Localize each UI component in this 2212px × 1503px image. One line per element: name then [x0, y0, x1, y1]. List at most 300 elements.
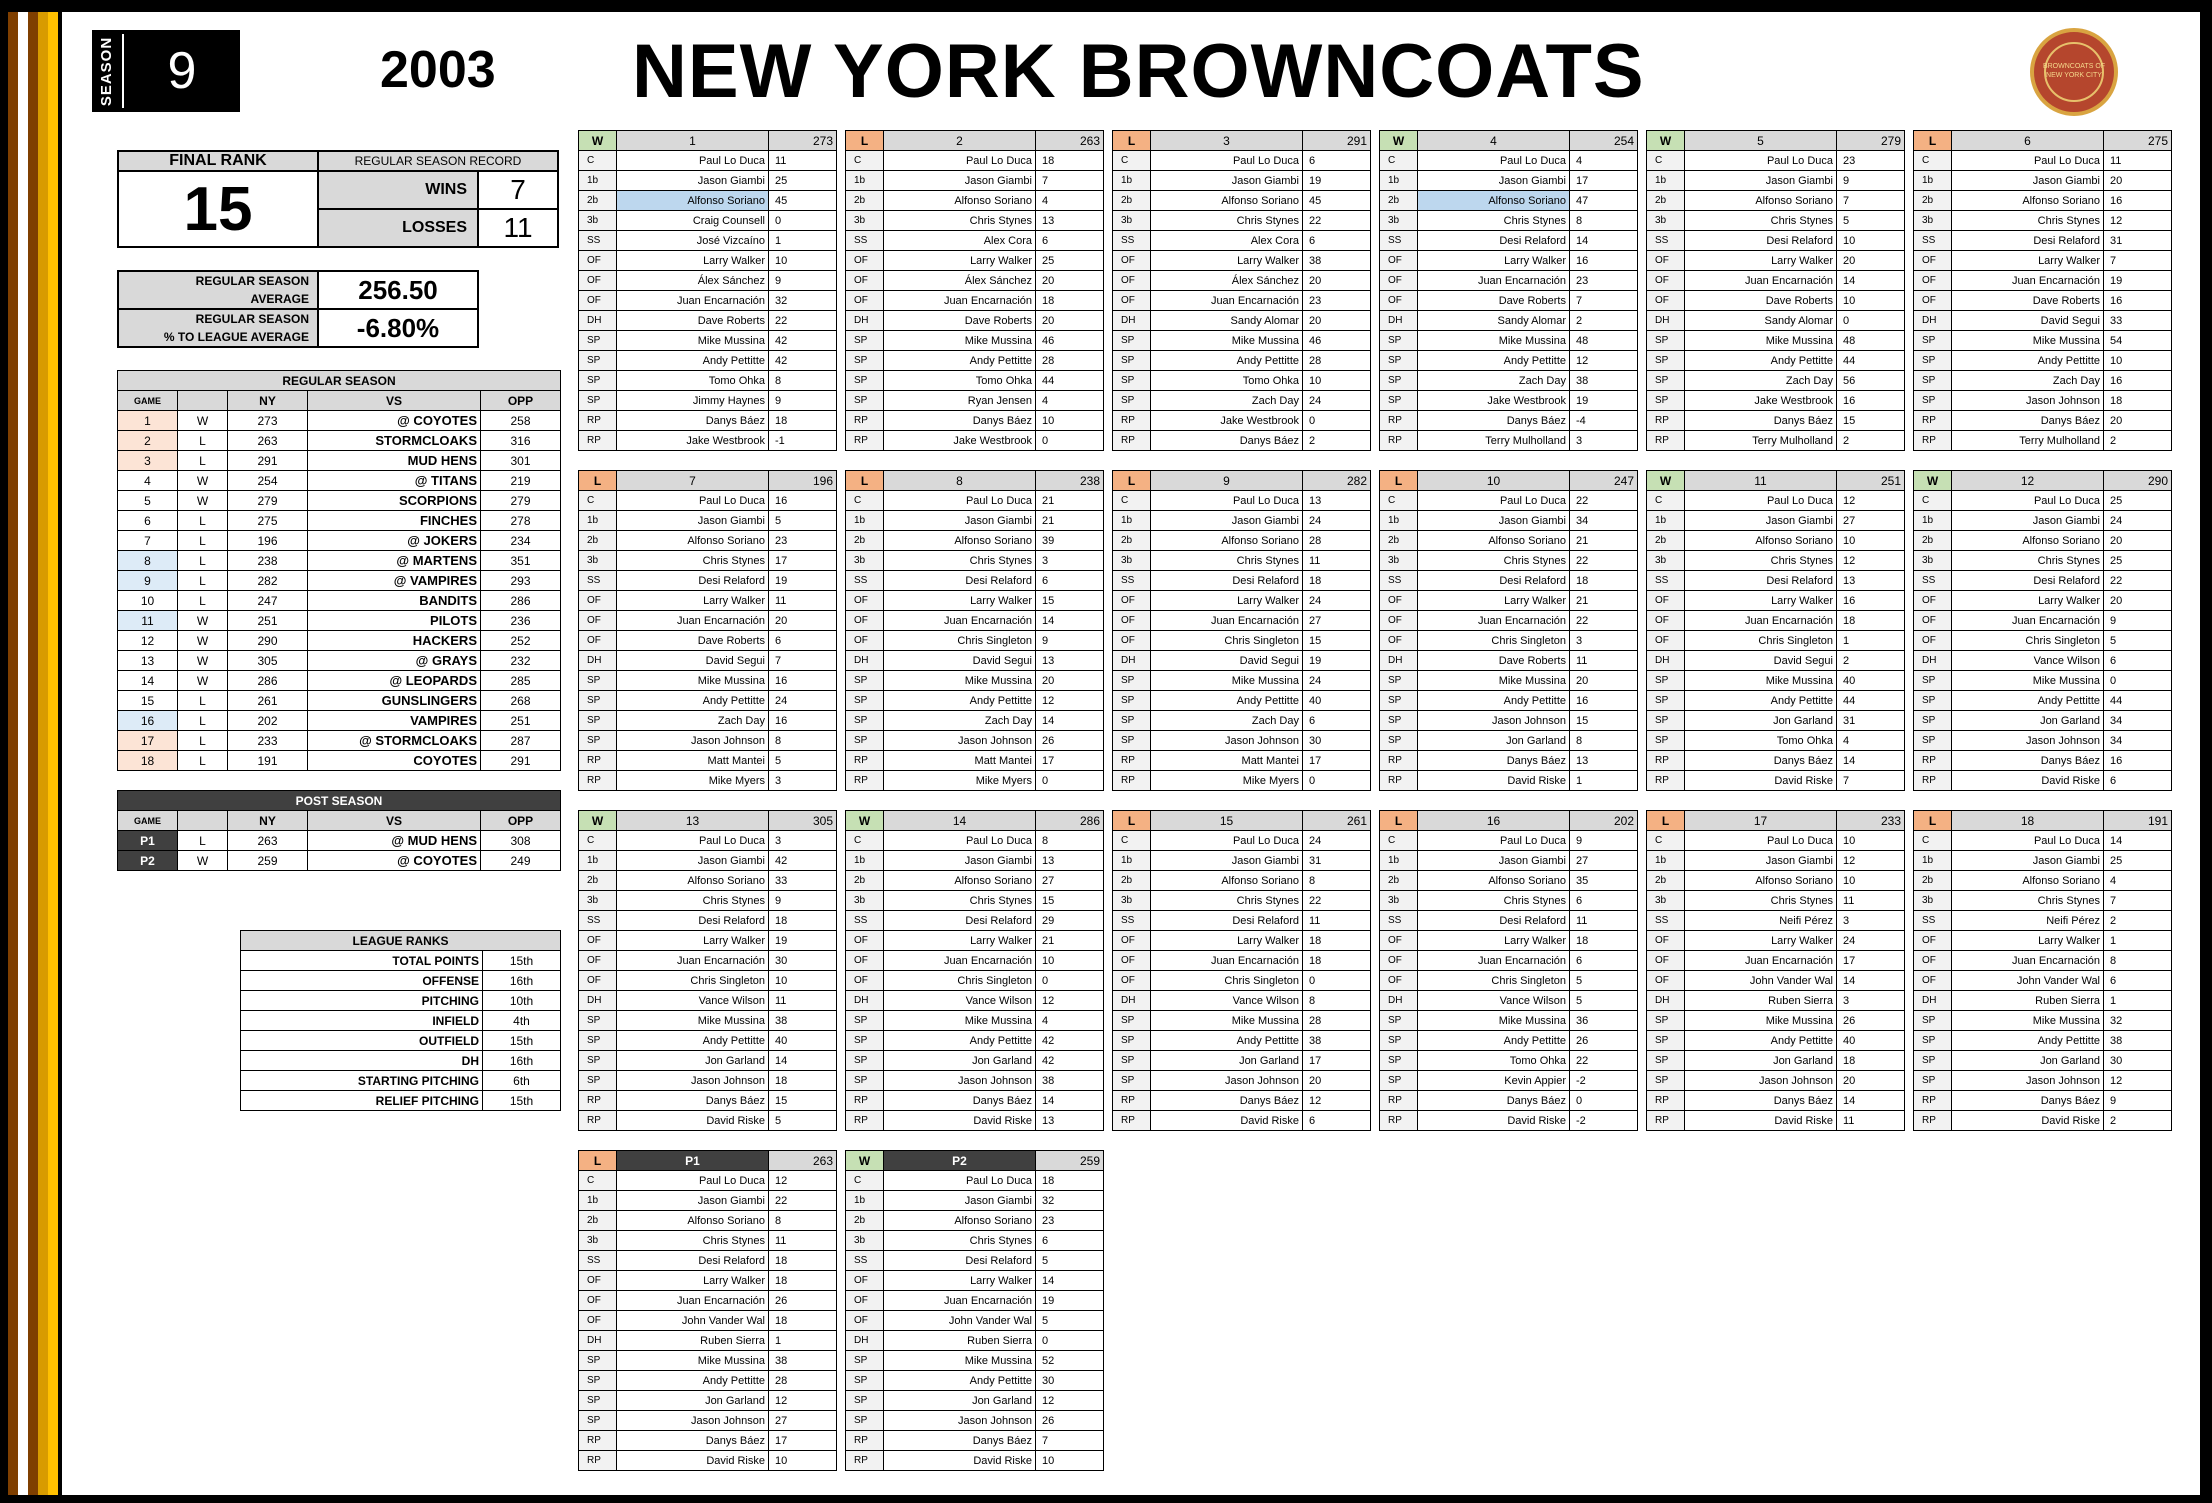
- table-row: [241, 1011, 561, 1031]
- player-position: RP: [1380, 751, 1418, 771]
- game-card: [1913, 130, 2172, 451]
- game-number: 13: [617, 811, 769, 831]
- avg-label-2: AVERAGE: [250, 292, 309, 306]
- player-name: Paul Lo Duca: [617, 1171, 769, 1191]
- player-name: Vance Wilson: [617, 991, 769, 1011]
- player-points: 11: [1570, 911, 1638, 931]
- player-row: [579, 491, 837, 511]
- player-row: [1380, 271, 1638, 291]
- player-name: Zach Day: [1685, 371, 1837, 391]
- player-points: 9: [1570, 831, 1638, 851]
- pct-label-1: REGULAR SEASON: [195, 312, 309, 326]
- player-position: SP: [579, 711, 617, 731]
- player-position: 2b: [1113, 871, 1151, 891]
- player-position: 2b: [1647, 531, 1685, 551]
- game-number: 9: [1151, 471, 1303, 491]
- player-name: Danys Báez: [1685, 751, 1837, 771]
- player-row: [579, 371, 837, 391]
- player-position: SP: [1647, 691, 1685, 711]
- player-position: RP: [1380, 411, 1418, 431]
- player-position: 2b: [1914, 871, 1952, 891]
- player-points: 26: [1036, 1411, 1104, 1431]
- table-row: [118, 491, 561, 511]
- player-name: Jason Johnson: [884, 1411, 1036, 1431]
- player-row: [579, 1351, 837, 1371]
- player-name: David Riske: [884, 1111, 1036, 1131]
- player-points: 20: [1036, 671, 1104, 691]
- player-row: [846, 571, 1104, 591]
- player-points: 15: [1570, 711, 1638, 731]
- table-row: [118, 411, 561, 431]
- game-card: [845, 1150, 1104, 1471]
- player-name: Mike Mussina: [1151, 671, 1303, 691]
- rank-category: OFFENSE: [241, 971, 483, 991]
- player-points: 42: [1036, 1031, 1104, 1051]
- player-row: [1914, 831, 2172, 851]
- game-number: 1: [617, 131, 769, 151]
- player-points: 44: [1837, 691, 1905, 711]
- player-points: 4: [1036, 1011, 1104, 1031]
- player-name: Chris Stynes: [884, 551, 1036, 571]
- player-name: Mike Mussina: [1418, 671, 1570, 691]
- player-row: [1914, 631, 2172, 651]
- player-name: John Vander Wal: [884, 1311, 1036, 1331]
- opponent: @ LEOPARDS: [308, 671, 481, 691]
- player-row: [579, 1111, 837, 1131]
- player-points: 9: [769, 391, 837, 411]
- player-position: SP: [1380, 711, 1418, 731]
- player-row: [579, 651, 837, 671]
- player-points: 6: [1303, 231, 1371, 251]
- player-row: [846, 911, 1104, 931]
- game-card-header: [579, 131, 837, 151]
- player-position: 2b: [1914, 191, 1952, 211]
- player-points: 19: [2104, 271, 2172, 291]
- player-row: [1647, 371, 1905, 391]
- player-position: 2b: [846, 531, 884, 551]
- player-name: Tomo Ohka: [617, 371, 769, 391]
- player-points: 2: [1303, 431, 1371, 451]
- player-points: 0: [1036, 971, 1104, 991]
- player-name: Chris Singleton: [617, 971, 769, 991]
- player-points: 19: [769, 931, 837, 951]
- player-points: 42: [769, 351, 837, 371]
- player-row: [1380, 751, 1638, 771]
- player-points: 17: [1303, 751, 1371, 771]
- player-name: Dave Roberts: [1418, 291, 1570, 311]
- player-name: Juan Encarnación: [617, 611, 769, 631]
- player-points: 32: [1036, 1191, 1104, 1211]
- player-name: Alfonso Soriano: [1151, 191, 1303, 211]
- game-card-header: [579, 811, 837, 831]
- player-name: Juan Encarnación: [884, 611, 1036, 631]
- player-position: RP: [1380, 431, 1418, 451]
- opponent: SCORPIONS: [308, 491, 481, 511]
- player-name: Mike Mussina: [1151, 1011, 1303, 1031]
- game-total: 191: [2104, 811, 2172, 831]
- player-points: 25: [2104, 551, 2172, 571]
- player-name: Andy Pettitte: [884, 1371, 1036, 1391]
- player-row: [1647, 851, 1905, 871]
- player-row: [1914, 1031, 2172, 1051]
- game-card-header: [1380, 471, 1638, 491]
- player-row: [1914, 1111, 2172, 1131]
- player-name: Jason Johnson: [1151, 731, 1303, 751]
- player-row: [579, 631, 837, 651]
- player-row: [579, 431, 837, 451]
- player-position: DH: [1113, 651, 1151, 671]
- game-result: L: [178, 551, 228, 571]
- player-position: RP: [1914, 771, 1952, 791]
- game-result-badge: L: [1113, 471, 1151, 491]
- player-name: Chris Singleton: [1418, 631, 1570, 651]
- player-points: 13: [1570, 751, 1638, 771]
- player-points: 16: [769, 711, 837, 731]
- player-row: [579, 731, 837, 751]
- opp-score: 234: [481, 531, 561, 551]
- player-position: SS: [1647, 231, 1685, 251]
- player-name: Juan Encarnación: [1952, 271, 2104, 291]
- player-row: [1113, 191, 1371, 211]
- game-card: [1379, 130, 1638, 451]
- player-position: OF: [579, 1311, 617, 1331]
- player-row: [579, 311, 837, 331]
- player-position: SP: [1914, 1031, 1952, 1051]
- player-name: Larry Walker: [884, 591, 1036, 611]
- player-row: [1647, 351, 1905, 371]
- player-row: [1380, 851, 1638, 871]
- player-position: OF: [579, 591, 617, 611]
- player-points: 30: [1303, 731, 1371, 751]
- player-row: [579, 1391, 837, 1411]
- game-card-header: [1914, 811, 2172, 831]
- player-name: Desi Relaford: [1952, 231, 2104, 251]
- player-row: [1113, 491, 1371, 511]
- player-position: SP: [1914, 371, 1952, 391]
- player-position: SP: [1113, 1051, 1151, 1071]
- player-row: [579, 1171, 837, 1191]
- player-name: Andy Pettitte: [1685, 691, 1837, 711]
- player-row: [1113, 991, 1371, 1011]
- player-row: [1380, 1091, 1638, 1111]
- player-position: SP: [1113, 1031, 1151, 1051]
- player-points: 5: [769, 751, 837, 771]
- player-position: SS: [1914, 571, 1952, 591]
- season-label: SEASON: [98, 36, 116, 106]
- player-points: 35: [1570, 871, 1638, 891]
- player-position: 2b: [1113, 191, 1151, 211]
- player-points: 33: [769, 871, 837, 891]
- player-name: Alfonso Soriano: [1151, 531, 1303, 551]
- player-points: 11: [1837, 1111, 1905, 1131]
- player-name: Paul Lo Duca: [884, 1171, 1036, 1191]
- player-position: DH: [846, 1331, 884, 1351]
- player-row: [579, 251, 837, 271]
- player-position: SP: [846, 331, 884, 351]
- player-points: 27: [1036, 871, 1104, 891]
- player-points: 12: [1036, 1391, 1104, 1411]
- player-points: 20: [2104, 531, 2172, 551]
- pct-label-2: % TO LEAGUE AVERAGE: [163, 330, 309, 344]
- player-points: 2: [1837, 651, 1905, 671]
- player-row: [846, 331, 1104, 351]
- player-name: Chris Stynes: [1151, 891, 1303, 911]
- player-position: SP: [846, 1031, 884, 1051]
- player-position: SP: [1380, 1011, 1418, 1031]
- player-position: 2b: [1647, 871, 1685, 891]
- col-vs: VS: [308, 391, 481, 411]
- table-row: [118, 471, 561, 491]
- player-name: Jon Garland: [1418, 731, 1570, 751]
- player-position: 1b: [579, 511, 617, 531]
- player-points: 12: [1303, 1091, 1371, 1111]
- player-row: [1380, 871, 1638, 891]
- player-row: [1914, 911, 2172, 931]
- player-row: [846, 531, 1104, 551]
- player-row: [1914, 1091, 2172, 1111]
- game-total: 251: [1837, 471, 1905, 491]
- player-position: OF: [1914, 631, 1952, 651]
- player-row: [1113, 1011, 1371, 1031]
- player-points: 11: [769, 591, 837, 611]
- player-name: Danys Báez: [1151, 431, 1303, 451]
- player-row: [846, 971, 1104, 991]
- player-position: SP: [579, 691, 617, 711]
- player-name: Chris Singleton: [884, 631, 1036, 651]
- game-number: 18: [1952, 811, 2104, 831]
- game-number: 4: [118, 471, 178, 491]
- player-row: [846, 491, 1104, 511]
- player-name: David Riske: [1685, 1111, 1837, 1131]
- player-name: Jason Giambi: [1151, 511, 1303, 531]
- player-points: 48: [1570, 331, 1638, 351]
- player-name: Alfonso Soriano: [1952, 871, 2104, 891]
- game-total: 259: [1036, 1151, 1104, 1171]
- player-points: 17: [1303, 1051, 1371, 1071]
- player-name: Larry Walker: [884, 251, 1036, 271]
- game-result: W: [178, 611, 228, 631]
- player-position: RP: [1113, 751, 1151, 771]
- player-name: Mike Mussina: [617, 1351, 769, 1371]
- player-points: 6: [1303, 711, 1371, 731]
- player-points: 24: [1303, 511, 1371, 531]
- game-card: [1646, 810, 1905, 1131]
- player-name: Chris Stynes: [1685, 551, 1837, 571]
- player-points: 11: [769, 991, 837, 1011]
- game-card-header: [846, 131, 1104, 151]
- player-position: SS: [846, 911, 884, 931]
- ny-score: 251: [228, 611, 308, 631]
- player-name: Paul Lo Duca: [1952, 151, 2104, 171]
- player-position: DH: [1914, 991, 1952, 1011]
- player-points: 15: [1837, 411, 1905, 431]
- table-title-row: [118, 371, 561, 391]
- player-name: David Riske: [1418, 771, 1570, 791]
- player-position: OF: [846, 251, 884, 271]
- player-position: 1b: [1647, 851, 1685, 871]
- player-name: Andy Pettitte: [1685, 351, 1837, 371]
- game-result-badge: W: [1914, 471, 1952, 491]
- player-points: 1: [1570, 771, 1638, 791]
- game-number: 9: [118, 571, 178, 591]
- player-name: Chris Stynes: [617, 1231, 769, 1251]
- player-position: OF: [1914, 271, 1952, 291]
- player-points: 17: [769, 551, 837, 571]
- game-card-header: [1647, 811, 1905, 831]
- player-name: Desi Relaford: [617, 1251, 769, 1271]
- game-card-header: [579, 1151, 837, 1171]
- player-points: 11: [1303, 551, 1371, 571]
- player-name: Juan Encarnación: [617, 291, 769, 311]
- player-position: 3b: [846, 211, 884, 231]
- player-name: Desi Relaford: [884, 571, 1036, 591]
- player-row: [846, 1391, 1104, 1411]
- player-position: 1b: [1914, 851, 1952, 871]
- player-name: Desi Relaford: [884, 911, 1036, 931]
- player-position: RP: [1914, 1091, 1952, 1111]
- player-position: OF: [1914, 291, 1952, 311]
- player-position: SP: [579, 1011, 617, 1031]
- ny-score: 286: [228, 671, 308, 691]
- player-points: 20: [2104, 591, 2172, 611]
- player-position: RP: [846, 751, 884, 771]
- player-name: Zach Day: [1952, 371, 2104, 391]
- player-row: [1647, 711, 1905, 731]
- player-row: [1647, 411, 1905, 431]
- player-position: RP: [579, 771, 617, 791]
- player-row: [579, 1091, 837, 1111]
- player-row: [1914, 711, 2172, 731]
- player-row: [1380, 551, 1638, 571]
- game-card: [1112, 130, 1371, 451]
- player-name: Jon Garland: [617, 1391, 769, 1411]
- player-position: SP: [846, 1411, 884, 1431]
- table-row: [118, 831, 561, 851]
- game-result-badge: L: [846, 471, 884, 491]
- player-points: 38: [769, 1351, 837, 1371]
- game-card-header: [1113, 131, 1371, 151]
- player-row: [1380, 1111, 1638, 1131]
- player-points: 38: [769, 1011, 837, 1031]
- player-position: SP: [579, 1411, 617, 1431]
- player-name: Jason Giambi: [1418, 511, 1570, 531]
- player-points: 3: [1036, 551, 1104, 571]
- player-name: Danys Báez: [617, 1091, 769, 1111]
- opp-score: 258: [481, 411, 561, 431]
- player-points: 34: [2104, 731, 2172, 751]
- player-name: Jason Johnson: [1685, 1071, 1837, 1091]
- player-name: Jason Giambi: [617, 511, 769, 531]
- player-name: Jon Garland: [1685, 711, 1837, 731]
- player-name: David Segui: [1685, 651, 1837, 671]
- player-name: Jason Johnson: [617, 1071, 769, 1091]
- player-name: Mike Myers: [884, 771, 1036, 791]
- player-name: Andy Pettitte: [1952, 351, 2104, 371]
- player-position: OF: [1647, 251, 1685, 271]
- player-row: [846, 1431, 1104, 1451]
- player-row: [1914, 251, 2172, 271]
- player-row: [846, 711, 1104, 731]
- player-position: SS: [1113, 231, 1151, 251]
- player-row: [1380, 191, 1638, 211]
- player-position: 2b: [846, 1211, 884, 1231]
- player-position: RP: [1113, 771, 1151, 791]
- player-position: SP: [1647, 391, 1685, 411]
- player-name: Zach Day: [617, 711, 769, 731]
- player-row: [1113, 911, 1371, 931]
- game-total: 291: [1303, 131, 1371, 151]
- game-number: 10: [118, 591, 178, 611]
- player-name: Chris Stynes: [1685, 211, 1837, 231]
- player-position: SS: [1380, 911, 1418, 931]
- player-row: [1914, 1011, 2172, 1031]
- player-name: Mike Mussina: [884, 1011, 1036, 1031]
- table-header-row: [118, 811, 561, 831]
- player-name: Jason Giambi: [1685, 851, 1837, 871]
- player-points: -1: [769, 431, 837, 451]
- ny-score: 202: [228, 711, 308, 731]
- player-points: 16: [1570, 251, 1638, 271]
- player-row: [1380, 631, 1638, 651]
- rank-category: PITCHING: [241, 991, 483, 1011]
- player-name: Matt Mantei: [884, 751, 1036, 771]
- player-position: OF: [1380, 251, 1418, 271]
- player-position: OF: [1647, 951, 1685, 971]
- player-points: 15: [1303, 631, 1371, 651]
- player-points: 9: [2104, 611, 2172, 631]
- player-row: [1113, 211, 1371, 231]
- player-points: 12: [2104, 1071, 2172, 1091]
- player-position: SP: [1647, 731, 1685, 751]
- player-position: 3b: [1380, 551, 1418, 571]
- player-points: 18: [1837, 1051, 1905, 1071]
- ny-score: 196: [228, 531, 308, 551]
- player-row: [1914, 491, 2172, 511]
- player-position: SP: [1647, 671, 1685, 691]
- player-name: Chris Stynes: [1151, 551, 1303, 571]
- player-points: 0: [1036, 431, 1104, 451]
- player-row: [846, 551, 1104, 571]
- player-row: [846, 1091, 1104, 1111]
- player-points: 10: [1036, 1451, 1104, 1471]
- player-position: SP: [579, 331, 617, 351]
- player-points: 8: [1570, 211, 1638, 231]
- player-position: RP: [1647, 411, 1685, 431]
- player-row: [1914, 411, 2172, 431]
- player-name: Alfonso Soriano: [1418, 191, 1570, 211]
- player-name: Tomo Ohka: [884, 371, 1036, 391]
- player-row: [1113, 231, 1371, 251]
- player-row: [1647, 151, 1905, 171]
- player-points: 0: [1036, 771, 1104, 791]
- player-position: OF: [1380, 291, 1418, 311]
- player-position: RP: [1113, 411, 1151, 431]
- player-row: [579, 971, 837, 991]
- player-row: [1647, 491, 1905, 511]
- game-result-badge: W: [579, 811, 617, 831]
- game-card-header: [846, 1151, 1104, 1171]
- pct-value: -6.80%: [318, 309, 478, 347]
- player-name: Alfonso Soriano: [884, 1211, 1036, 1231]
- player-points: 20: [2104, 411, 2172, 431]
- player-row: [579, 1431, 837, 1451]
- game-result-badge: L: [1914, 811, 1952, 831]
- player-points: 16: [2104, 291, 2172, 311]
- player-points: 7: [1570, 291, 1638, 311]
- player-name: Andy Pettitte: [617, 351, 769, 371]
- player-position: C: [846, 831, 884, 851]
- opp-score: 351: [481, 551, 561, 571]
